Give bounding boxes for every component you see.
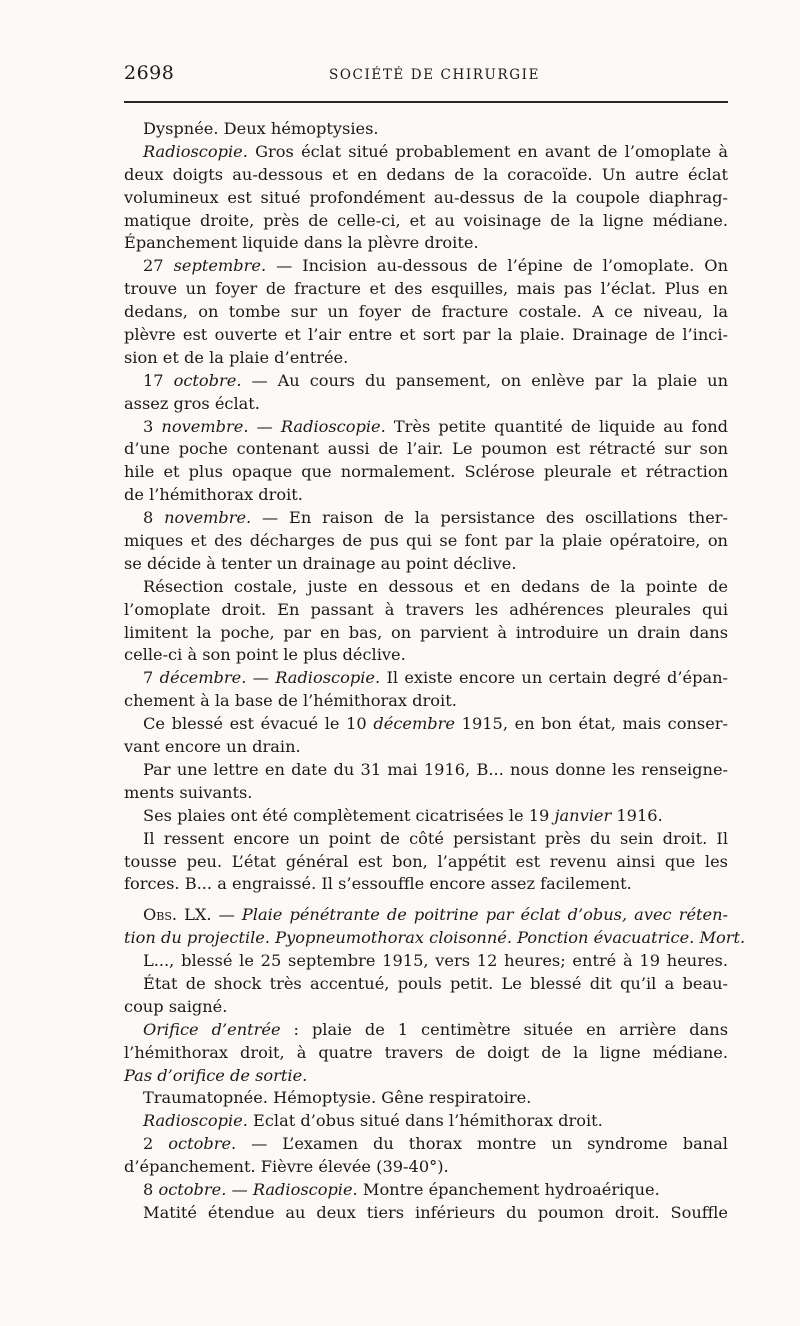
text-line: Épanchement liquide dans la plèvre droite.: [124, 233, 479, 253]
text-line: Résection costale, juste en dessous et en dedans de la pointe de: [143, 576, 728, 596]
text-line: tousse peu. L’état général est bon, l’appétit est revenu ainsi que les: [124, 851, 728, 871]
text-line: forces. B... a engraissé. Il s’essouffle encore assez facilement.: [124, 874, 632, 894]
observation-heading: Obs. LX. — Plaie pénétrante de poitrine par éclat d’obus, avec réten-: [143, 905, 729, 925]
text-line: miques et des décharges de pus qui se font par la plaie opératoire, on: [124, 531, 728, 551]
text-line: 3 novembre. — Radioscopie. Très petite quantité de liquide au fond: [143, 416, 728, 436]
page-header: [124, 60, 724, 94]
body-text: [124, 118, 746, 1225]
text-line: se décide à tenter un drainage au point déclive.: [124, 553, 517, 573]
text-line: Il ressent encore un point de côté persistant près du sein droit. Il: [143, 828, 728, 848]
text-line: Orifice d’entrée : plaie de 1 centimètre située en arrière dans: [143, 1019, 728, 1039]
text-line: trouve un foyer de fracture et des esquilles, mais pas l’éclat. Plus en: [124, 279, 728, 299]
text-line: 8 octobre. — Radioscopie. Montre épanchement hydroaérique.: [143, 1179, 660, 1199]
text-line: Ses plaies ont été complètement cicatrisées le 19 janvier 1916.: [143, 805, 663, 825]
section-gap: [124, 896, 728, 904]
text-line: hile et plus opaque que normalement. Sclérose pleurale et rétraction: [124, 462, 728, 482]
text-line: l’omoplate droit. En passant à travers les adhérences pleurales qui: [124, 599, 728, 619]
text-line: Ce blessé est évacué le 10 décembre 1915, en bon état, mais conser-: [143, 714, 728, 734]
text-line: Radioscopie. Eclat d’obus situé dans l’hémithorax droit.: [143, 1111, 603, 1131]
header-rule: [124, 101, 728, 103]
text-line: assez gros éclat.: [124, 393, 260, 413]
text-line: Matité étendue au deux tiers inférieurs du poumon droit. Souffle: [143, 1202, 728, 1222]
text-line: 17 octobre. — Au cours du pansement, on enlève par la plaie un: [143, 370, 728, 390]
text-line: Pas d’orifice de sortie.: [124, 1065, 308, 1085]
observation-heading: tion du projectile. Pyopneumothorax cloisonné. Ponction évacuatrice. Mort.: [124, 928, 746, 948]
text-line: coup saigné.: [124, 996, 228, 1016]
text-line: celle-ci à son point le plus déclive.: [124, 645, 406, 665]
running-head: SOCIÉTÉ DE CHIRURGIE: [329, 67, 541, 83]
text-line: d’une poche contenant aussi de l’air. Le poumon est rétracté sur son: [124, 439, 728, 459]
page-number: 2698: [124, 62, 175, 84]
text-line: sion et de la plaie d’entrée.: [124, 347, 349, 367]
text-line: 7 décembre. — Radioscopie. Il existe encore un certain degré d’épan-: [143, 668, 728, 688]
text-line: 27 septembre. — Incision au-dessous de l’épine de l’omoplate. On: [143, 256, 728, 276]
text-line: Traumatopnée. Hémoptysie. Gêne respiratoire.: [143, 1088, 532, 1108]
text-line: limitent la poche, par en bas, on parvient à introduire un drain dans: [124, 622, 728, 642]
text-line: L..., blessé le 25 septembre 1915, vers 12 heures; entré à 19 heures.: [143, 951, 728, 971]
text-line: 2 octobre. — L’examen du thorax montre un syndrome banal: [143, 1134, 728, 1154]
text-line: l’hémithorax droit, à quatre travers de doigt de la ligne médiane.: [124, 1042, 728, 1062]
text-line: deux doigts au-dessous et en dedans de la coracoïde. Un autre éclat: [124, 164, 728, 184]
text-line: État de shock très accentué, pouls petit. Le blessé dit qu’il a beau-: [143, 973, 728, 993]
text-line: Radioscopie. Gros éclat situé probablement en avant de l’omoplate à: [143, 141, 728, 161]
text-line: Dyspnée. Deux hémoptysies.: [143, 119, 379, 138]
text-line: 8 novembre. — En raison de la persistance des oscillations ther-: [143, 508, 728, 528]
text-line: de l’hémithorax droit.: [124, 485, 303, 505]
text-line: volumineux est situé profondément au-dessus de la coupole diaphrag-: [124, 187, 728, 207]
text-line: chement à la base de l’hémithorax droit.: [124, 691, 457, 711]
text-line: vant encore un drain.: [124, 737, 301, 757]
text-line: d’épanchement. Fièvre élevée (39-40°).: [124, 1157, 449, 1177]
text-line: matique droite, près de celle-ci, et au voisinage de la ligne médiane.: [124, 210, 728, 230]
text-line: Par une lettre en date du 31 mai 1916, B... nous donne les renseigne-: [143, 759, 728, 779]
text-line: dedans, on tombe sur un foyer de fracture costale. A ce niveau, la: [124, 302, 728, 322]
text-line: plèvre est ouverte et l’air entre et sort par la plaie. Drainage de l’inci-: [124, 325, 728, 345]
text-line: ments suivants.: [124, 782, 253, 802]
